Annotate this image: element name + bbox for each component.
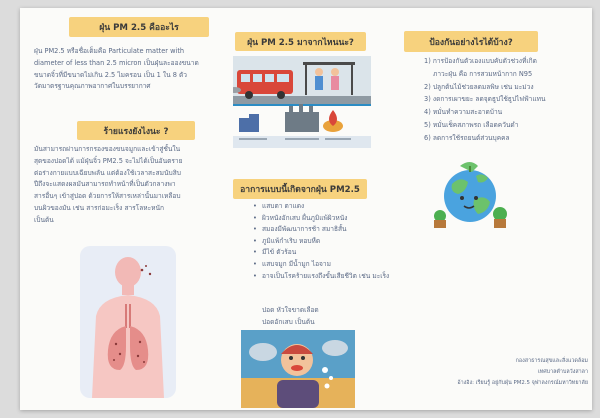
credits-block [392,356,588,389]
definition-line: diameter of less than 2.5 micron เป็นฝุ่นละอองขนาด [34,58,199,67]
danger-line: ต่อร่างกายแบบเฉียบพลัน แต่ต้องใช้เวลาสะสมนับสิบ [34,168,181,177]
symptom-item: • ผิวหนังอักเสบ ผื่นภูมิแพ้ผิวหนัง [253,213,413,225]
symptom-item: • มีไข้ ตัวร้อน [253,247,413,259]
prevention-list [424,55,584,145]
prevention-item: 6) ลดการใช้รถยนต์ส่วนบุคคล [424,133,510,142]
definition-line: วัดมาตรฐานคุณภาพอากาศในบรรยากาศ [34,82,151,91]
symptom-cont-line: ปอด หัวใจขาดเลือด [262,306,319,314]
symptom-item: • แสบจมูก มีน้ำมูก ไอจาม [253,259,413,271]
prevention-item: 3) งดการเผาขยะ ลดจุดธูปใช้ธูปไฟฟ้าแทน [424,95,546,104]
symptom-cont-line: ปอดอักเสบ เป็นต้น [262,317,315,326]
pollution-sources-illustration [233,56,371,148]
symptom-item: • ภูมิแพ้กำเริบ หอบหืด [253,236,413,248]
danger-description-text [34,144,244,227]
prevention-item: 5) หมั่นเช็คสภาพรถ เลือดควันดำ [424,120,519,129]
coughing-man-illustration [241,330,355,408]
lungs-illustration [80,246,176,398]
symptom-item: • แสบตา ตาแดง [253,201,413,213]
danger-line: มันสามารถผ่านการกรองของขนจมูกและเข้าสู่ชั้นใน [34,145,181,153]
pm25-sources-title: ฝุ่น PM 2.5 มาจากไหนนะ? [235,32,366,51]
prevention-item: 2) ปลูกต้นไม้ช่วยลดมลพิษ เช่น มะม่วง [424,82,534,91]
how-dangerous-title: ร้ายแรงยังไงนะ ? [77,121,195,140]
prevention-title: ป้องกันอย่างไรได้บ้าง? [404,31,538,52]
prevention-item: ภาวะฝุ่น คือ การสวมหน้ากาก N95 [433,69,533,78]
prevention-item: 1) การป้องกันตัวเองแบบคับตัวช่วงที่เกิด [424,57,537,65]
danger-line: บนผิวของมัน เช่น สารก่อมะเร็ง สารโลหะหนัก [34,203,165,212]
credit-reference: อ้างอิง: เรียนรู้ อยู่กับฝุ่น PM2.5 จุฬาลงกรณ์มหาวิทยาลัย [457,380,588,386]
credit-municipality: เทศบาลตำบลวังสาลา [537,369,588,375]
symptom-item: • อาจเป็นโรคร้ายแรงถึงขั้นเสียชีวิต เช่น มะเร็ง [253,271,413,283]
danger-line: เป็นต้น [34,215,54,224]
credit-department: กองสาธารณสุขและสิ่งแวดล้อม [515,358,588,364]
danger-line: ปีถึงจะแสดงผลมันสามารถทำหน้าที่เป็นตัวกลางพา [34,180,176,189]
symptom-item: • สมองมีพัฒนาการช้า สมาธิสั้น [253,224,413,236]
definition-line: ขนาดจิ๋วที่มีขนาดไม่เกิน 2.5 ไมครอน เป็น 1 ใน 8 ตัว [34,70,187,79]
definition-line: ฝุ่น PM2.5 หรือชื่อเต็มคือ Particulate matter with [34,47,185,55]
danger-line: สุดของปอดได้ แม้ฝุ่นจิ๋ว PM2.5 จะไม่ได้เป็นอันตราย [34,156,183,165]
brochure-page [20,8,592,410]
prevention-item: 4) หมั่นทำความสะอาดบ้าน [424,108,503,117]
earth-plants-illustration [432,156,508,230]
what-is-pm25-title: ฝุ่น PM 2.5 คืออะไร [69,17,209,37]
symptoms-list [253,201,413,282]
symptom-continuation [262,305,412,328]
pm25-definition-text [34,46,244,93]
danger-line: สารอื่นๆ เข้าสู่ปอด ด้วยการให้สารเหล่านั้นมาเหลือบ [34,192,181,201]
symptoms-title: อาการแบบนี้เกิดจากฝุ่น PM2.5 [233,179,367,199]
